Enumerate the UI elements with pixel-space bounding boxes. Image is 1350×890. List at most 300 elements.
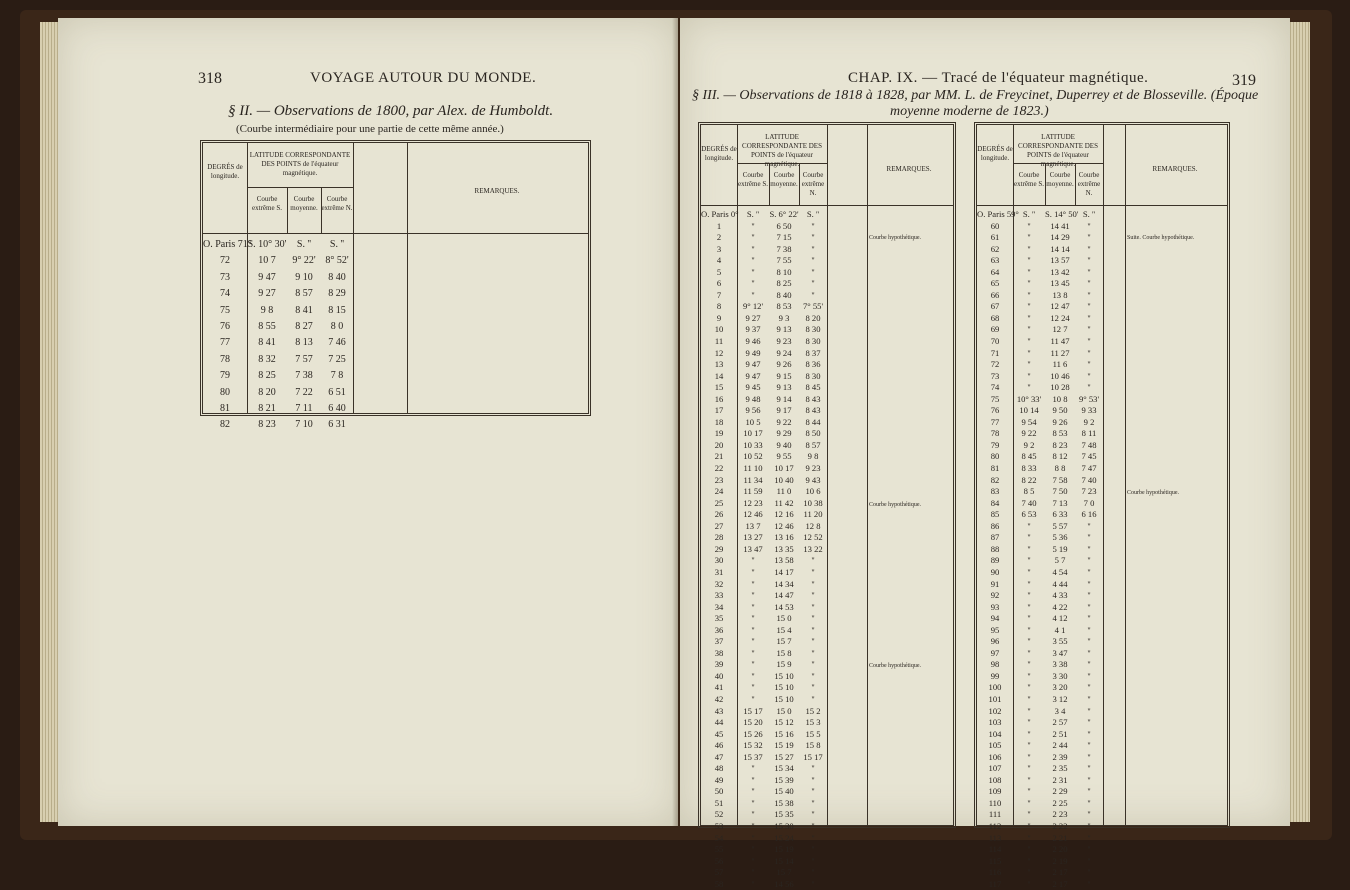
- cell-courbe-s: '': [1027, 728, 1031, 739]
- cell-courbe-m: 14 47: [774, 590, 794, 601]
- cell-longitude: 47: [714, 751, 724, 762]
- cell-courbe-m: 8 13: [295, 337, 313, 349]
- table-row: [977, 706, 1227, 718]
- cell-courbe-s: '': [1027, 774, 1031, 785]
- cell-courbe-m: 15 14: [774, 855, 794, 866]
- table-row: [203, 335, 588, 351]
- table-row: [701, 879, 953, 890]
- cell-courbe-m: S. 6° 22': [769, 209, 799, 219]
- cell-courbe-s: '': [1027, 820, 1031, 831]
- cell-courbe-s: 8 20: [258, 386, 276, 398]
- cell-courbe-m: 8 27: [295, 320, 313, 332]
- table-row: [977, 486, 1227, 498]
- cell-longitude: 81: [220, 402, 230, 414]
- cell-courbe-n: 9 43: [805, 474, 821, 485]
- cell-courbe-n: '': [811, 232, 815, 243]
- cell-courbe-m: 3 38: [1052, 659, 1068, 670]
- cell-longitude: 20: [714, 439, 724, 450]
- table-row: [701, 625, 953, 637]
- cell-longitude: 72: [990, 359, 1000, 370]
- table-row: [701, 717, 953, 729]
- cell-longitude: 8: [716, 301, 722, 312]
- cell-courbe-s: '': [751, 266, 755, 277]
- cell-courbe-n: '': [1087, 728, 1091, 739]
- cell-courbe-m: 5 57: [1052, 520, 1068, 531]
- cell-courbe-n: '': [1087, 682, 1091, 693]
- cell-longitude: 73: [220, 271, 230, 283]
- table-row: [701, 590, 953, 602]
- cell-courbe-m: 4 1: [1054, 624, 1066, 635]
- section-title-line2: moyenne moderne de 1823.): [890, 104, 1049, 119]
- cell-courbe-m: 8 57: [295, 288, 313, 300]
- cell-courbe-n: '': [811, 613, 815, 624]
- cell-courbe-m: 15 0: [776, 705, 792, 716]
- table-row: [203, 385, 588, 401]
- cell-courbe-m: 10 40: [774, 474, 794, 485]
- table-row: [977, 636, 1227, 648]
- cell-courbe-m: 15 39: [774, 774, 794, 785]
- cell-longitude: 86: [990, 520, 1000, 531]
- cell-courbe-m: 9 14: [776, 393, 792, 404]
- cell-longitude: O. Paris 0°: [701, 209, 739, 219]
- cell-courbe-s: 9 27: [258, 288, 276, 300]
- cell-courbe-n: '': [811, 763, 815, 774]
- table-row: [977, 336, 1227, 348]
- table-row: [701, 405, 953, 417]
- cell-longitude: 62: [990, 243, 1000, 254]
- cell-longitude: 13: [714, 359, 724, 370]
- cell-courbe-s: '': [1027, 717, 1031, 728]
- cell-courbe-s: 13 47: [743, 543, 763, 554]
- cell-courbe-n: '': [811, 289, 815, 300]
- cell-courbe-m: 15 34: [774, 763, 794, 774]
- page-number: 318: [198, 70, 222, 87]
- cell-courbe-m: 2 17: [1052, 867, 1068, 878]
- cell-longitude: 74: [990, 382, 1000, 393]
- table-body: [203, 237, 588, 434]
- cell-courbe-s: 9 47: [745, 370, 761, 381]
- cell-courbe-s: '': [751, 878, 755, 889]
- cell-longitude: 115: [988, 855, 1002, 866]
- cell-courbe-s: 10 17: [743, 428, 763, 439]
- table-row: [977, 290, 1227, 302]
- cell-courbe-n: '': [1087, 763, 1091, 774]
- cell-courbe-s: 9 27: [745, 312, 761, 323]
- cell-courbe-m: 2 20: [1052, 844, 1068, 855]
- cell-longitude: 92: [990, 590, 1000, 601]
- cell-courbe-n: '': [1087, 844, 1091, 855]
- cell-courbe-m: 9 13: [776, 382, 792, 393]
- cell-courbe-m: 2 19: [1052, 855, 1068, 866]
- cell-longitude: 65: [990, 278, 1000, 289]
- cell-longitude: 25: [714, 497, 724, 508]
- cell-longitude: 54: [714, 832, 724, 843]
- table-row: [701, 775, 953, 787]
- table-row: [977, 301, 1227, 313]
- cell-longitude: 113: [988, 832, 1002, 843]
- table-row: [701, 255, 953, 267]
- cell-longitude: 107: [988, 763, 1002, 774]
- cell-courbe-n: 7 25: [328, 353, 346, 365]
- cell-longitude: 79: [990, 439, 1000, 450]
- cell-courbe-m: 11 0: [776, 486, 792, 497]
- cell-courbe-m: 15 27: [774, 751, 794, 762]
- cell-longitude: 44: [714, 717, 724, 728]
- section-subtitle: (Courbe intermédiaire pour une partie de cette même année.): [236, 123, 504, 135]
- cell-courbe-s: '': [1027, 832, 1031, 843]
- cell-courbe-m: 15 7: [776, 636, 792, 647]
- cell-courbe-n: 15 5: [805, 728, 821, 739]
- table-row: [701, 729, 953, 741]
- cell-courbe-m: 9 55: [776, 451, 792, 462]
- cell-courbe-s: 9 22: [1021, 428, 1037, 439]
- cell-longitude: 77: [990, 416, 1000, 427]
- cell-longitude: 55: [714, 844, 724, 855]
- cell-courbe-m: 15 7: [776, 867, 792, 878]
- table-row: [203, 237, 588, 253]
- cell-courbe-s: 9 48: [745, 393, 761, 404]
- cell-courbe-s: '': [751, 832, 755, 843]
- cell-courbe-m: 11 42: [774, 497, 794, 508]
- cell-courbe-n: '': [1087, 289, 1091, 300]
- cell-courbe-n: 6 31: [328, 419, 346, 431]
- cell-courbe-n: '': [1087, 301, 1091, 312]
- cell-longitude: 97: [990, 647, 1000, 658]
- cell-longitude: 6: [716, 278, 722, 289]
- cell-courbe-s: '': [1027, 601, 1031, 612]
- table-row: [203, 352, 588, 368]
- cell-courbe-m: 9 17: [776, 405, 792, 416]
- table-row: [977, 532, 1227, 544]
- remark-hypothetical-1: Courbe hypothétique.: [869, 235, 921, 241]
- cell-courbe-n: 12 8: [805, 520, 821, 531]
- cell-courbe-m: 14 41: [1050, 220, 1070, 231]
- cell-courbe-n: 8 11: [1081, 428, 1097, 439]
- cell-courbe-s: '': [1027, 624, 1031, 635]
- cell-courbe-m: 8 41: [295, 304, 313, 316]
- cell-courbe-s: '': [1027, 312, 1031, 323]
- cell-courbe-s: '': [1027, 566, 1031, 577]
- table-row: [701, 752, 953, 764]
- table-row: [977, 821, 1227, 833]
- cell-courbe-m: S. '': [296, 239, 312, 250]
- cell-courbe-n: '': [1087, 647, 1091, 658]
- cell-courbe-n: '': [811, 878, 815, 889]
- table-row: [977, 417, 1227, 429]
- cell-courbe-n: '': [1087, 705, 1091, 716]
- cell-courbe-n: 10 38: [803, 497, 823, 508]
- cell-longitude: 38: [714, 647, 724, 658]
- table-row: [701, 221, 953, 233]
- cell-courbe-m: 7 50: [1052, 486, 1068, 497]
- cell-courbe-m: 15 10: [774, 682, 794, 693]
- cell-courbe-m: 9 13: [776, 324, 792, 335]
- cell-courbe-m: 15 38: [774, 797, 794, 808]
- cell-longitude: 116: [988, 867, 1002, 878]
- table-row: [977, 324, 1227, 336]
- cell-courbe-s: 15 32: [743, 740, 763, 751]
- table-row: [977, 867, 1227, 879]
- cell-courbe-n: '': [1087, 774, 1091, 785]
- cell-longitude: 26: [714, 509, 724, 520]
- cell-courbe-n: '': [1087, 220, 1091, 231]
- table-row: [203, 286, 588, 302]
- cell-courbe-s: 9 2: [1023, 439, 1035, 450]
- cell-courbe-m: 9 26: [776, 359, 792, 370]
- cell-courbe-s: 12 23: [743, 497, 763, 508]
- cell-courbe-n: '': [811, 555, 815, 566]
- cell-courbe-m: 7 38: [295, 370, 313, 382]
- table-row: [701, 648, 953, 660]
- cell-courbe-s: '': [1027, 867, 1031, 878]
- cell-courbe-m: 12 16: [774, 509, 794, 520]
- cell-longitude: 50: [714, 786, 724, 797]
- section-title: § II. — Observations de 1800, par Alex. de Humboldt.: [228, 103, 554, 119]
- cell-courbe-n: 8° 52': [325, 255, 349, 267]
- cell-courbe-m: 14 34: [774, 578, 794, 589]
- cell-courbe-m: 8 53: [776, 301, 792, 312]
- cell-courbe-s: 8 22: [1021, 474, 1037, 485]
- cell-courbe-s: 10 14: [1019, 405, 1039, 416]
- table-row: [701, 671, 953, 683]
- cell-longitude: 16: [714, 393, 724, 404]
- cell-longitude: 4: [716, 255, 722, 266]
- cell-courbe-m: 12 46: [774, 520, 794, 531]
- cell-courbe-m: 3 55: [1052, 636, 1068, 647]
- cell-longitude: O. Paris 71°: [203, 239, 252, 250]
- cell-courbe-m: 11 27: [1050, 347, 1070, 358]
- table-row: [977, 879, 1227, 890]
- cell-longitude: 82: [220, 419, 230, 431]
- cell-longitude: 109: [988, 786, 1002, 797]
- table-row: [701, 313, 953, 325]
- cell-courbe-n: 7 47: [1081, 463, 1097, 474]
- table-row: [701, 706, 953, 718]
- cell-courbe-m: 7 10: [295, 419, 313, 431]
- cell-courbe-s: '': [1027, 613, 1031, 624]
- table-row: [977, 567, 1227, 579]
- cell-courbe-n: '': [811, 566, 815, 577]
- table-row: [701, 301, 953, 313]
- cell-courbe-n: '': [1087, 820, 1091, 831]
- cell-longitude: 88: [990, 543, 1000, 554]
- table-row: [977, 359, 1227, 371]
- cell-courbe-m: 4 44: [1052, 578, 1068, 589]
- left-page: [58, 18, 678, 826]
- page-edges-left: [40, 22, 60, 822]
- cell-courbe-m: S. 14° 50': [1045, 209, 1079, 219]
- cell-courbe-n: 7 45: [1081, 451, 1097, 462]
- cell-courbe-s: '': [1027, 797, 1031, 808]
- cell-courbe-n: '': [1087, 832, 1091, 843]
- cell-longitude: 80: [990, 451, 1000, 462]
- cell-courbe-s: '': [751, 566, 755, 577]
- cell-courbe-s: '': [1027, 266, 1031, 277]
- cell-courbe-m: 9 15: [776, 370, 792, 381]
- cell-courbe-n: 6 40: [328, 402, 346, 414]
- cell-longitude: 32: [714, 578, 724, 589]
- cell-courbe-n: '': [811, 220, 815, 231]
- table-row: [701, 417, 953, 429]
- cell-courbe-s: '': [1027, 220, 1031, 231]
- cell-longitude: 49: [714, 774, 724, 785]
- right-page: [680, 18, 1290, 889]
- cell-courbe-n: 11 20: [803, 509, 823, 520]
- cell-courbe-s: 9 47: [745, 359, 761, 370]
- table-row: [977, 278, 1227, 290]
- table-row: [701, 786, 953, 798]
- col-header-courbe-s: Courbe extrême S.: [738, 171, 768, 188]
- cell-courbe-s: '': [751, 647, 755, 658]
- remark-suite-hypothetical: Suite. Courbe hypothétique.: [1127, 235, 1195, 241]
- cell-courbe-s: '': [1027, 740, 1031, 751]
- cell-courbe-s: '': [751, 624, 755, 635]
- cell-longitude: 79: [220, 370, 230, 382]
- cell-courbe-n: '': [1087, 520, 1091, 531]
- cell-courbe-m: 8 25: [776, 278, 792, 289]
- table-row: [701, 613, 953, 625]
- cell-courbe-s: 8 41: [258, 337, 276, 349]
- cell-longitude: 15: [714, 382, 724, 393]
- cell-courbe-s: '': [1027, 705, 1031, 716]
- cell-courbe-s: '': [751, 220, 755, 231]
- table-row: [977, 694, 1227, 706]
- cell-courbe-n: '': [811, 601, 815, 612]
- cell-courbe-n: 8 40: [328, 271, 346, 283]
- cell-courbe-m: 14 17: [774, 566, 794, 577]
- col-header-courbe-m: Courbe moyenne.: [290, 195, 318, 212]
- cell-courbe-n: '': [811, 590, 815, 601]
- cell-courbe-m: 2 57: [1052, 717, 1068, 728]
- table-row: [203, 270, 588, 286]
- cell-longitude: 33: [714, 590, 724, 601]
- cell-longitude: 12: [714, 347, 724, 358]
- cell-courbe-m: 15 16: [774, 728, 794, 739]
- cell-courbe-n: '': [1087, 878, 1091, 889]
- cell-longitude: 83: [990, 486, 1000, 497]
- table-row: [977, 856, 1227, 868]
- table-row: [977, 671, 1227, 683]
- cell-courbe-s: '': [751, 278, 755, 289]
- cell-courbe-m: 13 57: [1050, 255, 1070, 266]
- cell-courbe-s: '': [751, 774, 755, 785]
- cell-courbe-n: '': [1087, 232, 1091, 243]
- cell-courbe-n: 6 51: [328, 386, 346, 398]
- cell-courbe-n: 7 0: [1083, 497, 1095, 508]
- cell-courbe-s: 8 23: [258, 419, 276, 431]
- table-row: [701, 278, 953, 290]
- col-header-degres: DEGRÉS de longitude.: [701, 145, 737, 162]
- cell-courbe-n: '': [811, 832, 815, 843]
- cell-longitude: 69: [990, 324, 1000, 335]
- cell-courbe-m: 15 8: [776, 647, 792, 658]
- table-row: [977, 659, 1227, 671]
- cell-courbe-m: 13 42: [1050, 266, 1070, 277]
- table-row: [977, 740, 1227, 752]
- col-header-courbe-m: Courbe moyenne.: [770, 171, 798, 188]
- cell-courbe-s: '': [1027, 844, 1031, 855]
- data-table: [200, 140, 591, 431]
- cell-courbe-n: S. '': [1082, 209, 1096, 219]
- cell-courbe-n: '': [1087, 382, 1091, 393]
- cell-courbe-m: 12 7: [1052, 324, 1068, 335]
- cell-courbe-s: 7 40: [1021, 497, 1037, 508]
- cell-longitude: 39: [714, 659, 724, 670]
- cell-courbe-n: 7 40: [1081, 474, 1097, 485]
- cell-courbe-s: 15 17: [743, 705, 763, 716]
- cell-courbe-m: 9 26: [1052, 416, 1068, 427]
- cell-courbe-s: '': [1027, 370, 1031, 381]
- cell-courbe-m: 15 19: [774, 844, 794, 855]
- cell-courbe-n: 10 6: [805, 486, 821, 497]
- cell-courbe-s: 8 5: [1023, 486, 1035, 497]
- table-row: [701, 359, 953, 371]
- cell-longitude: 71: [990, 347, 1000, 358]
- table-row: [701, 682, 953, 694]
- cell-courbe-m: 14 56: [774, 878, 794, 889]
- cell-courbe-s: '': [751, 855, 755, 866]
- cell-courbe-m: 8 8: [1054, 463, 1066, 474]
- cell-longitude: 52: [714, 809, 724, 820]
- cell-courbe-s: '': [751, 555, 755, 566]
- cell-courbe-s: '': [751, 636, 755, 647]
- cell-courbe-m: 7 58: [1052, 474, 1068, 485]
- cell-courbe-s: '': [751, 867, 755, 878]
- cell-courbe-s: '': [1027, 532, 1031, 543]
- table-row: [977, 590, 1227, 602]
- cell-courbe-s: '': [1027, 382, 1031, 393]
- cell-longitude: 77: [220, 337, 230, 349]
- cell-courbe-m: 2 22: [1052, 820, 1068, 831]
- cell-courbe-m: 8 12: [1052, 451, 1068, 462]
- cell-courbe-s: '': [1027, 359, 1031, 370]
- cell-courbe-m: 2 31: [1052, 774, 1068, 785]
- cell-courbe-s: 10 5: [745, 416, 761, 427]
- cell-courbe-m: 12 47: [1050, 301, 1070, 312]
- cell-courbe-s: '': [1027, 347, 1031, 358]
- cell-longitude: 42: [714, 693, 724, 704]
- cell-courbe-s: '': [1027, 278, 1031, 289]
- cell-courbe-m: 13 8: [1052, 289, 1068, 300]
- table-row: [203, 417, 588, 433]
- table-row: [701, 544, 953, 556]
- cell-courbe-s: 10 7: [258, 255, 276, 267]
- col-header-courbe-s: Courbe extrême S.: [1014, 171, 1044, 188]
- cell-courbe-n: 8 57: [805, 439, 821, 450]
- table-row: [977, 221, 1227, 233]
- table-body: [977, 209, 1227, 890]
- cell-courbe-n: 8 44: [805, 416, 821, 427]
- cell-courbe-m: 4 54: [1052, 566, 1068, 577]
- cell-courbe-n: '': [1087, 278, 1091, 289]
- table-row: [977, 451, 1227, 463]
- table-row: [701, 798, 953, 810]
- cell-courbe-n: '': [811, 844, 815, 855]
- cell-courbe-m: 2 44: [1052, 740, 1068, 751]
- cell-courbe-n: '': [811, 636, 815, 647]
- cell-longitude: 81: [990, 463, 1000, 474]
- table-row: [977, 613, 1227, 625]
- cell-courbe-n: '': [811, 255, 815, 266]
- table-row: [701, 209, 953, 221]
- cell-courbe-s: '': [1027, 543, 1031, 554]
- cell-courbe-n: 8 43: [805, 405, 821, 416]
- table-row: [701, 579, 953, 591]
- cell-courbe-s: 9° 12': [742, 301, 764, 312]
- cell-courbe-n: '': [1087, 659, 1091, 670]
- table-row: [701, 521, 953, 533]
- cell-courbe-n: 9 33: [1081, 405, 1097, 416]
